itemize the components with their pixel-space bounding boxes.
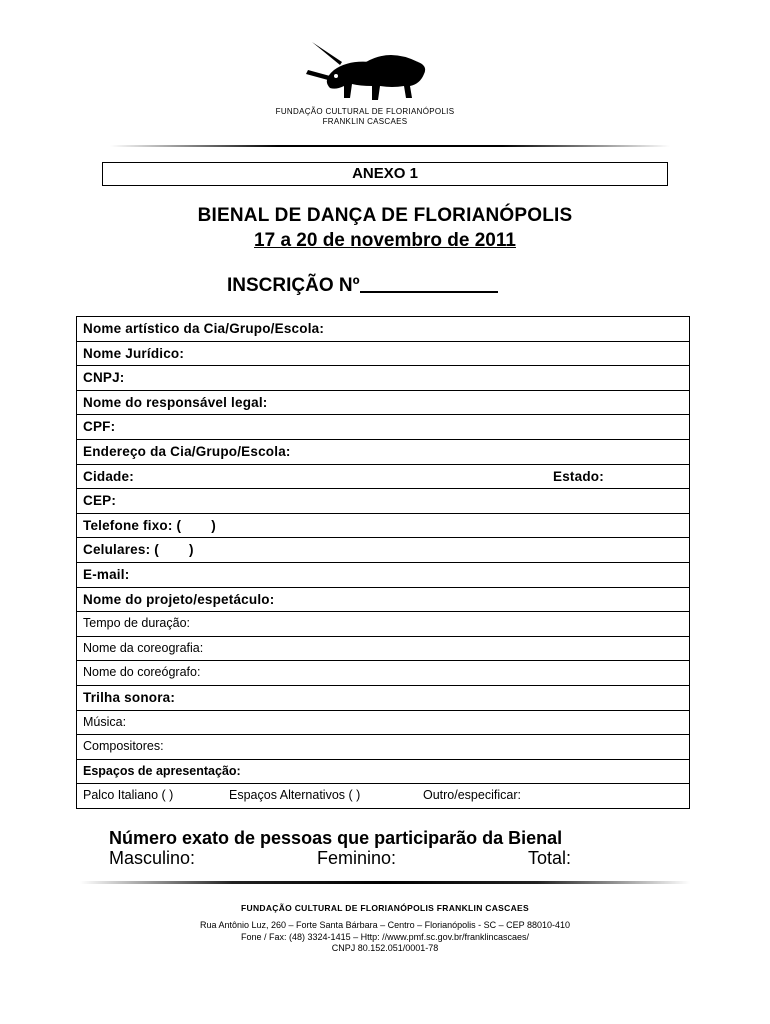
field-choreography[interactable] bbox=[77, 637, 689, 662]
field-label: E-mail: bbox=[83, 566, 130, 582]
field-paren-close: ) bbox=[188, 542, 194, 558]
field-label: Celulares: ( bbox=[83, 542, 159, 558]
header-divider bbox=[110, 145, 670, 147]
people-count-title: Número exato de pessoas que participarão da Bienal bbox=[109, 828, 563, 848]
field-cnpj[interactable] bbox=[77, 366, 689, 391]
field-label: CPF: bbox=[83, 419, 116, 435]
field-label: Tempo de duração: bbox=[83, 616, 191, 631]
field-label-city: Cidade: bbox=[83, 468, 134, 484]
field-label: Nome do responsável legal: bbox=[83, 394, 268, 410]
logo-organization-name bbox=[250, 107, 480, 127]
field-label: Música: bbox=[83, 714, 127, 729]
field-email[interactable] bbox=[77, 563, 689, 588]
footer-contact: Fone / Fax: (48) 3324-1415 – Http: //www.pmf.sc.gov.br/franklincascaes/ bbox=[241, 932, 529, 942]
footer-organization: FUNDAÇÃO CULTURAL DE FLORIANÓPOLIS FRANKLIN CASCAES bbox=[241, 903, 529, 913]
field-address[interactable] bbox=[77, 440, 689, 465]
field-label: Compositores: bbox=[83, 739, 164, 754]
field-label: Telefone fixo: ( bbox=[83, 517, 182, 533]
venue-other-option[interactable]: Outro/especificar: bbox=[423, 788, 521, 803]
registration-form bbox=[76, 316, 690, 809]
venue-italian-option[interactable]: Palco Italiano ( ) bbox=[83, 788, 174, 803]
registration-number-blank[interactable] bbox=[360, 273, 498, 293]
field-label: Nome do coreógrafo: bbox=[83, 665, 201, 680]
field-phone[interactable] bbox=[77, 514, 689, 539]
venue-alternative-option[interactable]: Espaços Alternativos ( ) bbox=[229, 788, 361, 803]
field-cpf[interactable] bbox=[77, 415, 689, 440]
logo-org-line2: FRANKLIN CASCAES bbox=[322, 117, 408, 126]
field-label: Espaços de apresentação: bbox=[83, 763, 241, 778]
annex-title: ANEXO 1 bbox=[102, 162, 668, 186]
field-label: CNPJ: bbox=[83, 370, 125, 386]
registration-label: INSCRIÇÃO Nº bbox=[227, 275, 360, 296]
event-title: BIENAL DE DANÇA DE FLORIANÓPOLIS bbox=[197, 205, 573, 226]
field-label-state: Estado: bbox=[553, 468, 604, 484]
female-count-label[interactable]: Feminino: bbox=[317, 848, 397, 868]
field-duration[interactable] bbox=[77, 612, 689, 637]
field-label: Trilha sonora: bbox=[83, 689, 176, 705]
field-paren-close: ) bbox=[211, 517, 216, 533]
field-mobile[interactable] bbox=[77, 538, 689, 563]
field-choreographer[interactable] bbox=[77, 661, 689, 686]
field-city-state[interactable] bbox=[77, 465, 689, 490]
logo-org-line1: FUNDAÇÃO CULTURAL DE FLORIANÓPOLIS bbox=[275, 107, 455, 116]
field-artistic-name[interactable] bbox=[77, 317, 689, 342]
registration-number bbox=[227, 273, 498, 297]
total-count-label[interactable]: Total: bbox=[528, 848, 572, 868]
field-legal-name[interactable] bbox=[77, 342, 689, 367]
male-count-label[interactable]: Masculino: bbox=[109, 848, 196, 868]
field-venues-title bbox=[77, 760, 689, 785]
field-label: Endereço da Cia/Grupo/Escola: bbox=[83, 443, 291, 459]
field-label: Nome Jurídico: bbox=[83, 345, 185, 361]
event-dates: 17 a 20 de novembro de 2011 bbox=[254, 230, 516, 251]
field-project-name[interactable] bbox=[77, 588, 689, 613]
field-label: Nome artístico da Cia/Grupo/Escola: bbox=[83, 321, 325, 336]
horned-creature-logo-icon bbox=[300, 40, 450, 110]
field-soundtrack[interactable] bbox=[77, 686, 689, 711]
field-cep[interactable] bbox=[77, 489, 689, 514]
field-composers[interactable] bbox=[77, 735, 689, 760]
field-music[interactable] bbox=[77, 711, 689, 736]
footer-divider bbox=[80, 881, 690, 884]
field-label: Nome do projeto/espetáculo: bbox=[83, 591, 275, 607]
footer-cnpj: CNPJ 80.152.051/0001-78 bbox=[331, 943, 439, 953]
field-venue-options bbox=[77, 784, 689, 809]
field-label: CEP: bbox=[83, 493, 117, 509]
field-label: Nome da coreografia: bbox=[83, 640, 204, 655]
field-legal-representative[interactable] bbox=[77, 391, 689, 416]
footer-address: Rua Antônio Luz, 260 – Forte Santa Bárbara – Centro – Florianópolis - SC – CEP 88010-410 bbox=[199, 920, 571, 930]
